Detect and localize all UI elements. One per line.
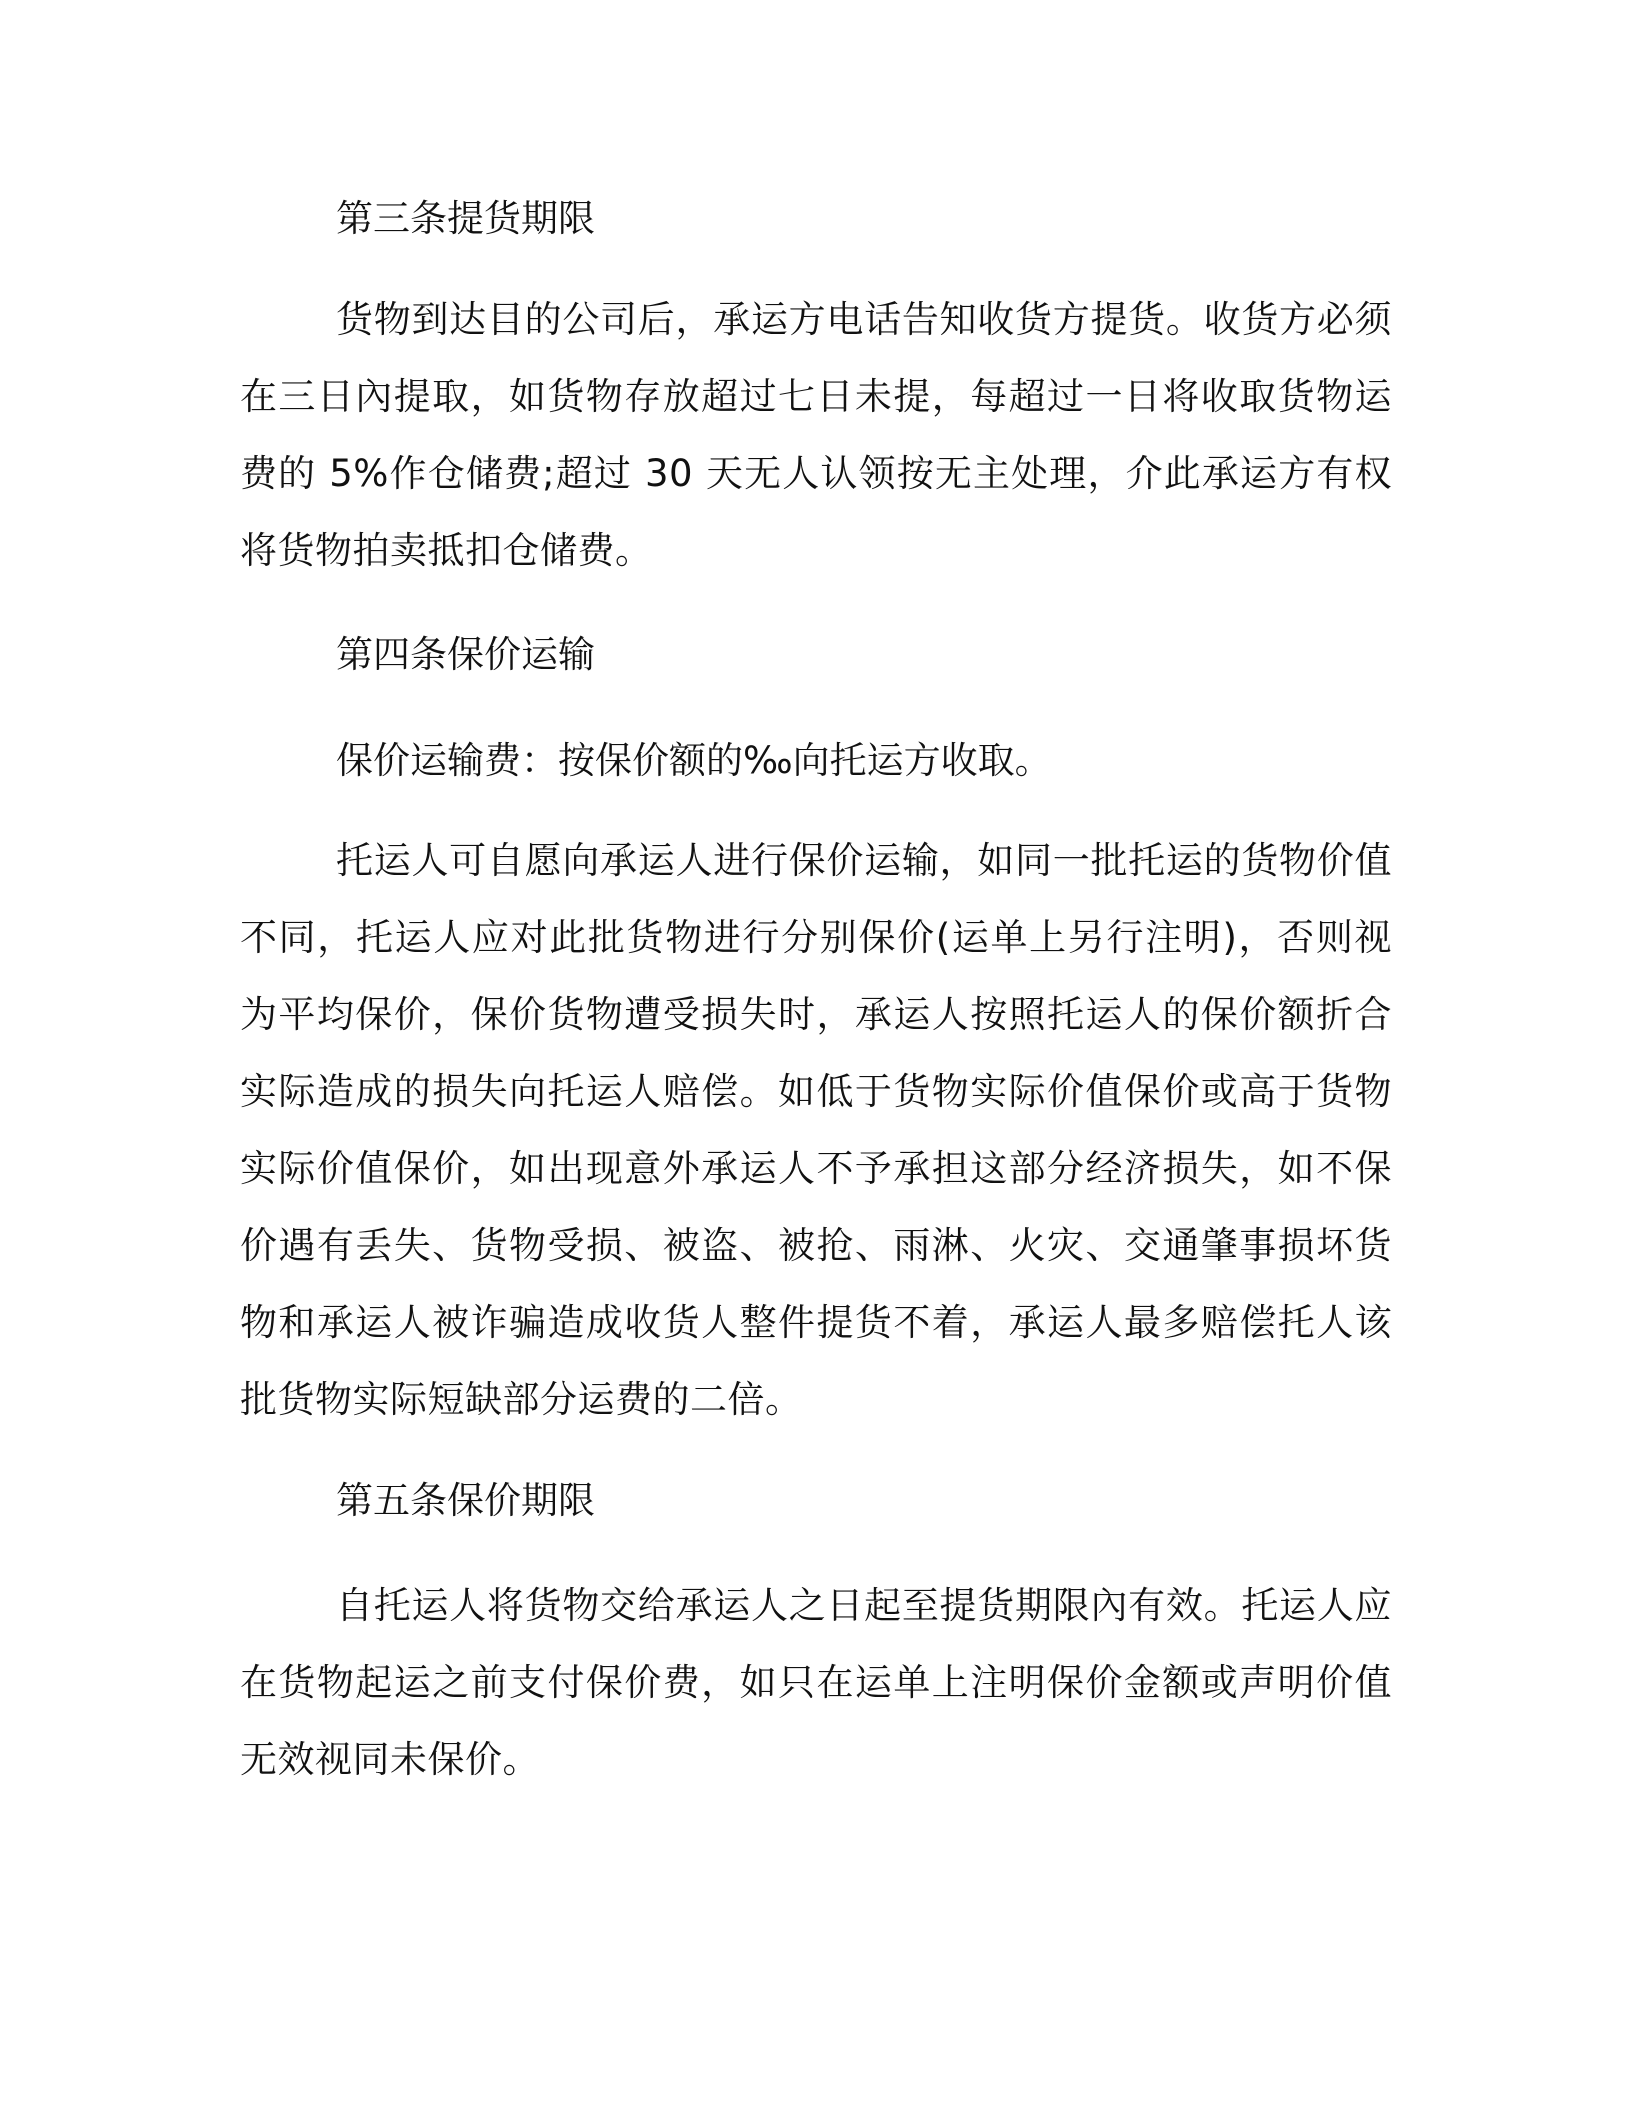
article-4-body: 托运人可自愿向承运人进行保价运输，如同一批托运的货物价值不同，托运人应对此批货物进行分别保价(运单上另行注明)，否则视为平均保价，保价货物遭受损失时，承运人按照托运人的保价额折合实际造成的损失向托运人赔偿。如低于货物实际价值保价或高于货物实际价值保价，如出现意外承运人不予承担这部分经济损失，如不保价遇有丢失、货物受损、被盗、被抢、雨淋、火灾、交通肇事损坏货物和承运人被诈骗造成收货人整件提货不着，承运人最多赔偿托人该批货物实际短缺部分运费的二倍。 bbox=[240, 839, 1392, 1421]
article-3-heading: 第三条提货期限 bbox=[336, 197, 595, 240]
article-5-body: 自托运人将货物交给承运人之日起至提货期限內有效。托运人应在货物起运之前支付保价费，如只在运单上注明保价金额或声明价值无效视同未保价。 bbox=[240, 1584, 1392, 1781]
article-4-heading: 第四条保价运输 bbox=[336, 633, 595, 676]
article-5-heading: 第五条保价期限 bbox=[336, 1479, 595, 1522]
article-3-body: 货物到达目的公司后，承运方电话告知收货方提货。收货方必须在三日內提取，如货物存放超过七日未提，每超过一日将收取货物运费的 5%作仓储费;超过 30 天无人认领按无主处理，介此承运方有权将货物拍卖抵扣仓储费。 bbox=[240, 298, 1392, 572]
article-4-fee-line: 保价运输费：按保价额的‰向托运方收取。 bbox=[336, 739, 1052, 782]
